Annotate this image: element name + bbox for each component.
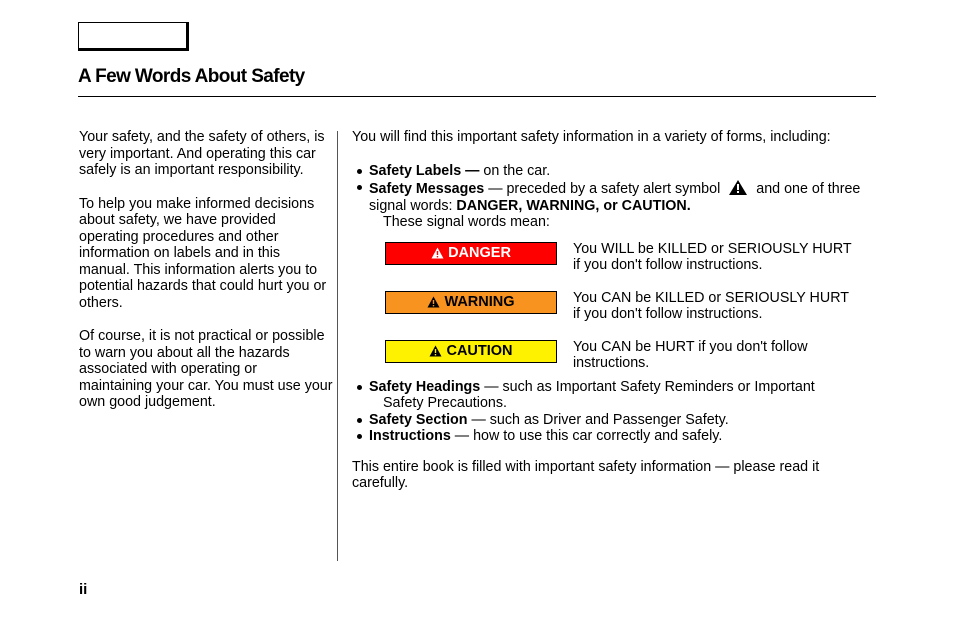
left-paragraph-2: To help you make informed decisions about safety, we have provided operating procedures and other information on labels and in this manual. This information alerts you to potential hazards that could hurt you or others. [79,195,327,311]
closing-paragraph: This entire book is filled with important safety information — please read it carefully. [352,458,820,491]
intro-paragraph: You will find this important safety information in a variety of forms, including: [352,129,831,145]
bullet-term: Instructions [369,428,451,444]
bullet-safety-headings [352,379,872,396]
signal-words: DANGER, WARNING, or CAUTION. [456,197,691,214]
danger-description: You WILL be KILLED or SERIOUSLY HURT if you don't follow instructions. [573,240,852,273]
bullet-safety-messages [352,179,872,214]
bullet-text: — such as Important Safety Reminders or Important [480,378,815,395]
title-divider [78,96,876,97]
left-paragraph-3: Of course, it is not practical or possible to warn you about all the hazards associated with operating or maintaining your car. You must use your own good judgement. [79,328,333,410]
caution-label-text: CAUTION [446,342,513,359]
bullet-dot-icon [357,434,362,439]
bullet-text: — preceded by a safety alert symbol [484,181,721,197]
signal-row-caution [352,339,872,379]
warning-label [385,291,557,314]
safety-alert-triangle-icon [728,179,748,196]
warning-label-text: WARNING [444,293,515,310]
signal-row-warning [352,290,872,339]
bullet-term: Safety Messages [369,181,485,197]
bullet-term: Safety Section [369,411,468,428]
signal-row-danger [352,241,872,290]
section-tab-box [78,22,189,51]
bullet-dot-icon [357,185,362,190]
bullet-dot-icon [357,418,362,423]
safety-alert-triangle-icon [431,247,444,259]
bullet-safety-section [352,412,872,429]
bullet-continuation: Safety Precautions. [383,395,507,411]
caution-description: You CAN be HURT if you don't follow instructions. [573,338,808,371]
bullet-text-after-symbol: and one of three signal words: [369,181,861,214]
bullet-text: on the car. [479,162,551,179]
safety-alert-triangle-icon [427,296,440,308]
warning-description: You CAN be KILLED or SERIOUSLY HURT if you don't follow instructions. [573,289,849,322]
page-title: A Few Words About Safety [78,66,305,87]
bullet-text: — such as Driver and Passenger Safety. [467,411,729,428]
right-column [352,129,872,492]
bullet-safety-labels [352,163,872,180]
danger-label-text: DANGER [448,244,511,261]
bullet-instructions [352,428,872,445]
bullet-text: — how to use this car correctly and safely. [450,428,723,444]
bullet-term: Safety Headings [369,378,481,395]
column-divider [337,131,338,561]
danger-label [385,242,557,265]
left-column [79,129,334,428]
caution-label [385,340,557,363]
safety-alert-triangle-icon [429,345,442,357]
signal-words-mean-line: These signal words mean: [383,214,550,230]
bullet-dot-icon [357,385,362,390]
bullet-dot-icon [357,169,362,174]
left-paragraph-1: Your safety, and the safety of others, is very important. And operating this car safely is an important responsibility. [79,129,325,178]
bullet-term: Safety Labels — [369,162,480,179]
page-number: ii [79,581,88,598]
